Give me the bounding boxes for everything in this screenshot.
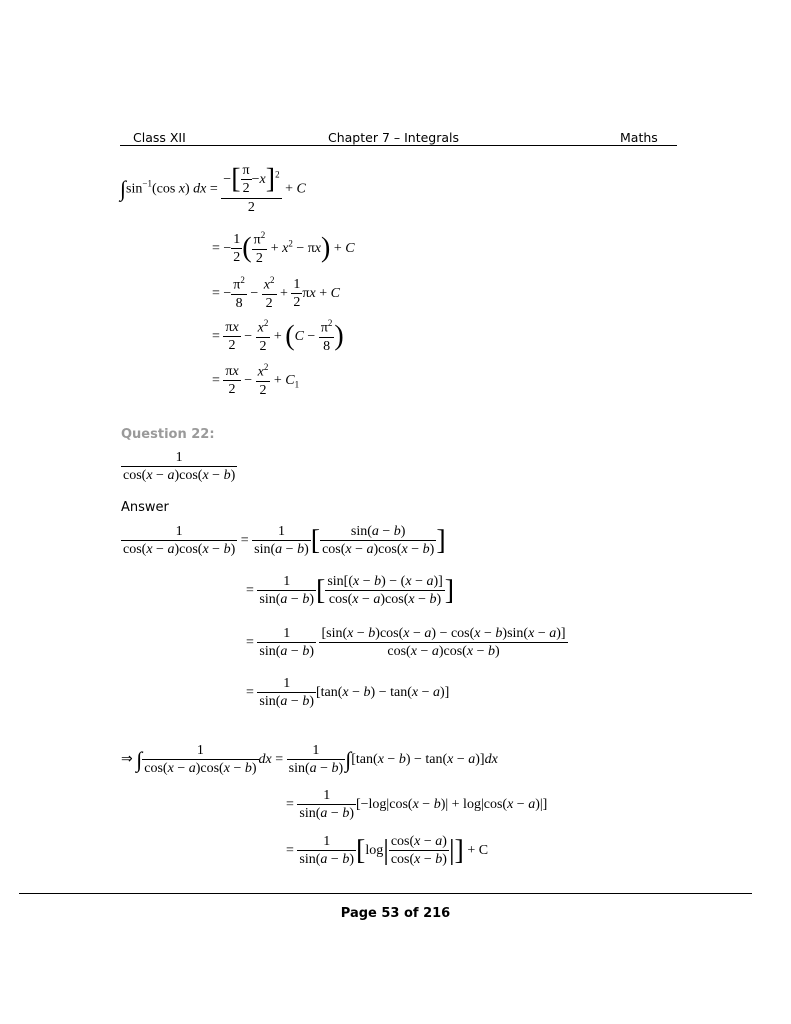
answer-line-2: = $\frac{1}{\sin(a - b)}$ [ $\frac{\sin[(x - b) - (x - a)]}{\cos(x - a)\cos(x - b)}$ ] [246, 574, 455, 608]
equation-line-1: $\int\sin^{-1}(\cos$ x) dx = −[ $\frac{\pi}{2}$ −x]$^2$ 2 + C [120, 163, 306, 215]
equation-line-5: = $\frac{\pi x}{2}$ − $\frac{x^2}{2}$ + $C_1$ [212, 362, 300, 399]
answer-line-4: = $\frac{1}{\sin(a - b)}$ [tan(x − b) − tan(x − a)] [246, 676, 450, 710]
question-label: Question 22: [121, 427, 215, 442]
header-rule [120, 145, 677, 146]
question-expression: $\frac{1}{\cos(x - a)\cos(x - b)}$ [123, 450, 236, 484]
answer-line-1: $\frac{1}{\cos(x - a)\cos(x - b)}$ = $\frac{1}{\sin(a - b)}$ [ $\frac{\sin(a - b)}{\cos(x - a)\cos(x - b)}$ ] [123, 524, 446, 558]
equation-line-4: = $\frac{\pi x}{2}$ − $\frac{x^2}{2}$ + (C − $\frac{\pi^2}{8}$ ) [212, 318, 344, 355]
footer-rule [19, 893, 752, 894]
equation-line-3: = − $\frac{\pi^2}{8}$ − $\frac{x^2}{2}$ + $\frac{1}{2}$ πx + C [212, 275, 340, 312]
header-class: Class XII [133, 130, 186, 145]
header-subject: Maths [620, 130, 658, 145]
integral-line-1: ⇒ ∫ $\frac{1}{\cos(x - a)\cos(x - b)}$ dx = $\frac{1}{\sin(a - b)}$ ∫[tan(x − b) − tan(x − a)]dx [121, 743, 498, 777]
header-chapter: Chapter 7 – Integrals [328, 130, 460, 145]
answer-line-3: = $\frac{1}{\sin(a - b)}$ $\frac{[\sin(x - b)\cos(x - a) - \cos(x - b)\sin(x - a)]}{\cos(x - a)\cos(x - b)}$ [246, 626, 566, 660]
page-number: Page 53 of 216 [340, 906, 451, 921]
equation-line-2: = − $\frac{1}{2}$ ( $\frac{\pi^2}{2}$ + $x^2 - \pi x) + C$ [212, 230, 355, 267]
answer-label: Answer [121, 500, 169, 515]
integral-line-2: = $\frac{1}{\sin(a - b)}$ [−log|cos(x − b)| + log|cos(x − a)|] [286, 788, 548, 822]
integral-line-3: = $\frac{1}{\sin(a - b)}$ [log| $\frac{\cos(x - a)}{\cos(x - b)}$ |] + C [286, 834, 489, 868]
